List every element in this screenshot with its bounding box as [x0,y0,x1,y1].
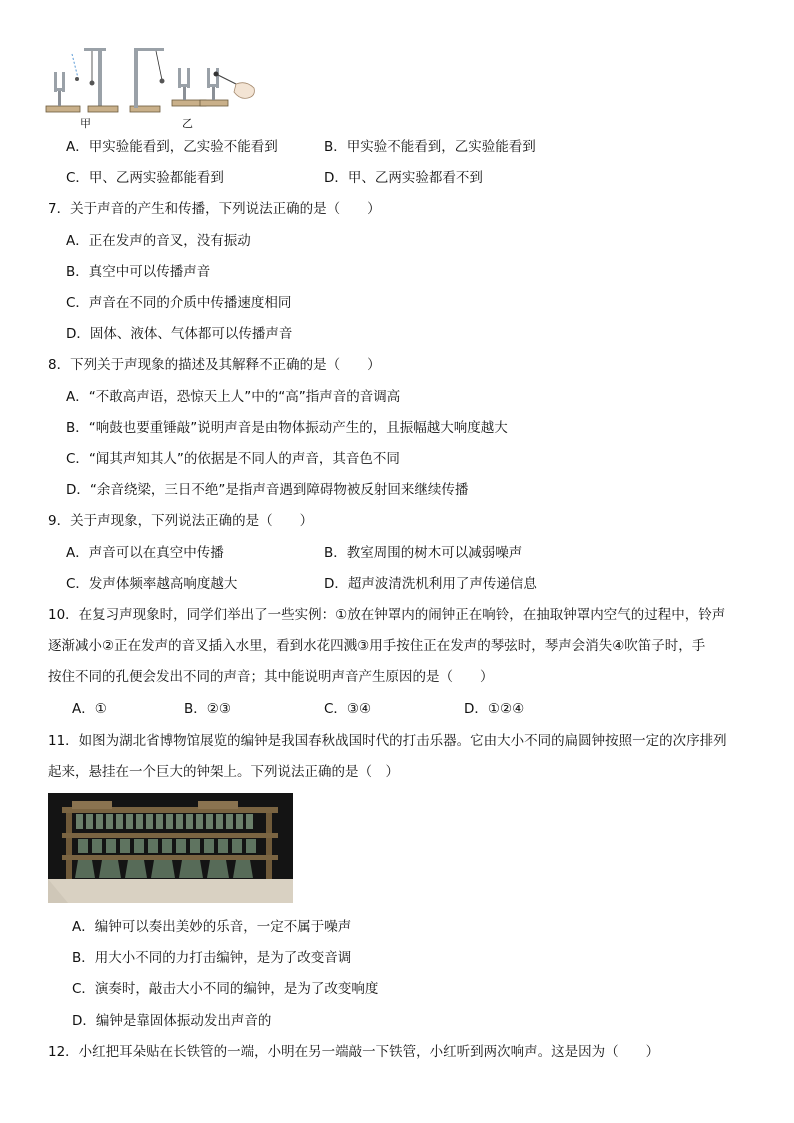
q11-option-d: D．编钟是靠固体振动发出声音的 [72,1013,272,1029]
q7-option-d: D．固体、液体、气体都可以传播声音 [66,326,293,342]
q11-option-a: A．编钟可以奏出美妙的乐音，一定不属于噪声 [72,919,352,935]
q8-option-c: C．“闻其声知其人”的依据是不同人的声音，其音色不同 [66,451,400,467]
q11-stem-line-1: 11．如图为湖北省博物馆展览的编钟是我国春秋战国时代的打击乐器。它由大小不同的扁圆钟按照一定的次序排列 [48,733,727,749]
q10-option-d: D．①②④ [464,701,525,717]
q10-stem-line-2: 逐渐减小②正在发声的音叉插入水里，看到水花四溅③用手按住正在发声的琴弦时，琴声会消失④吹笛子时，手 [48,638,706,654]
q8-option-b: B．“响鼓也要重锤敲”说明声音是由物体振动产生的，且振幅越大响度越大 [66,420,508,436]
q7-stem: 7．关于声音的产生和传播，下列说法正确的是（ ） [48,201,381,217]
q9-stem: 9．关于声现象，下列说法正确的是（ ） [48,513,314,529]
q10-option-b: B．②③ [184,701,231,717]
q10-stem-line-1: 10．在复习声现象时，同学们举出了一些实例：①放在钟罩内的闹钟正在响铃，在抽取钟罩内空气的过程中，铃声 [48,607,726,623]
figure-label-yi: 乙 [182,117,193,130]
q9-option-b: B．教室周围的树木可以减弱噪声 [324,545,523,561]
q9-option-d: D．超声波清洗机利用了声传递信息 [324,576,537,592]
q6-option-a: A．甲实验能看到，乙实验不能看到 [66,139,278,155]
q6-option-d: D．甲、乙两实验都看不到 [324,170,483,186]
tuning-fork-figure [44,44,260,130]
q10-stem-line-3: 按住不同的孔便会发出不同的声音；其中能说明声音产生原因的是（ ） [48,669,494,685]
q7-option-c: C．声音在不同的介质中传播速度相同 [66,295,292,311]
q12-stem: 12．小红把耳朵贴在长铁管的一端，小明在另一端敲一下铁管，小红听到两次响声。这是因为（ ） [48,1044,660,1060]
q8-option-a: A．“不敢高声语，恐惊天上人”中的“高”指声音的音调高 [66,389,401,405]
q9-option-c: C．发声体频率越高响度越大 [66,576,238,592]
figure-label-jia: 甲 [80,117,91,130]
q7-option-a: A．正在发声的音叉，没有振动 [66,233,251,249]
q8-stem: 8．下列关于声现象的描述及其解释不正确的是（ ） [48,357,381,373]
q7-option-b: B．真空中可以传播声音 [66,264,211,280]
bianzhong-illustration [48,793,293,903]
q6-option-c: C．甲、乙两实验都能看到 [66,170,224,186]
q6-option-b: B．甲实验不能看到，乙实验能看到 [324,139,536,155]
q8-option-d: D．“余音绕梁，三日不绝”是指声音遇到障碍物被反射回来继续传播 [66,482,469,498]
q11-option-b: B．用大小不同的力打击编钟，是为了改变音调 [72,950,352,966]
tuning-fork-illustration [44,44,260,130]
q9-option-a: A．声音可以在真空中传播 [66,545,224,561]
q10-option-a: A．① [72,701,107,717]
q11-stem-line-2: 起来，悬挂在一个巨大的钟架上。下列说法正确的是（ ） [48,764,399,780]
q11-option-c: C．演奏时，敲击大小不同的编钟，是为了改变响度 [72,981,379,997]
q10-option-c: C．③④ [324,701,372,717]
bianzhong-photo [48,793,293,903]
